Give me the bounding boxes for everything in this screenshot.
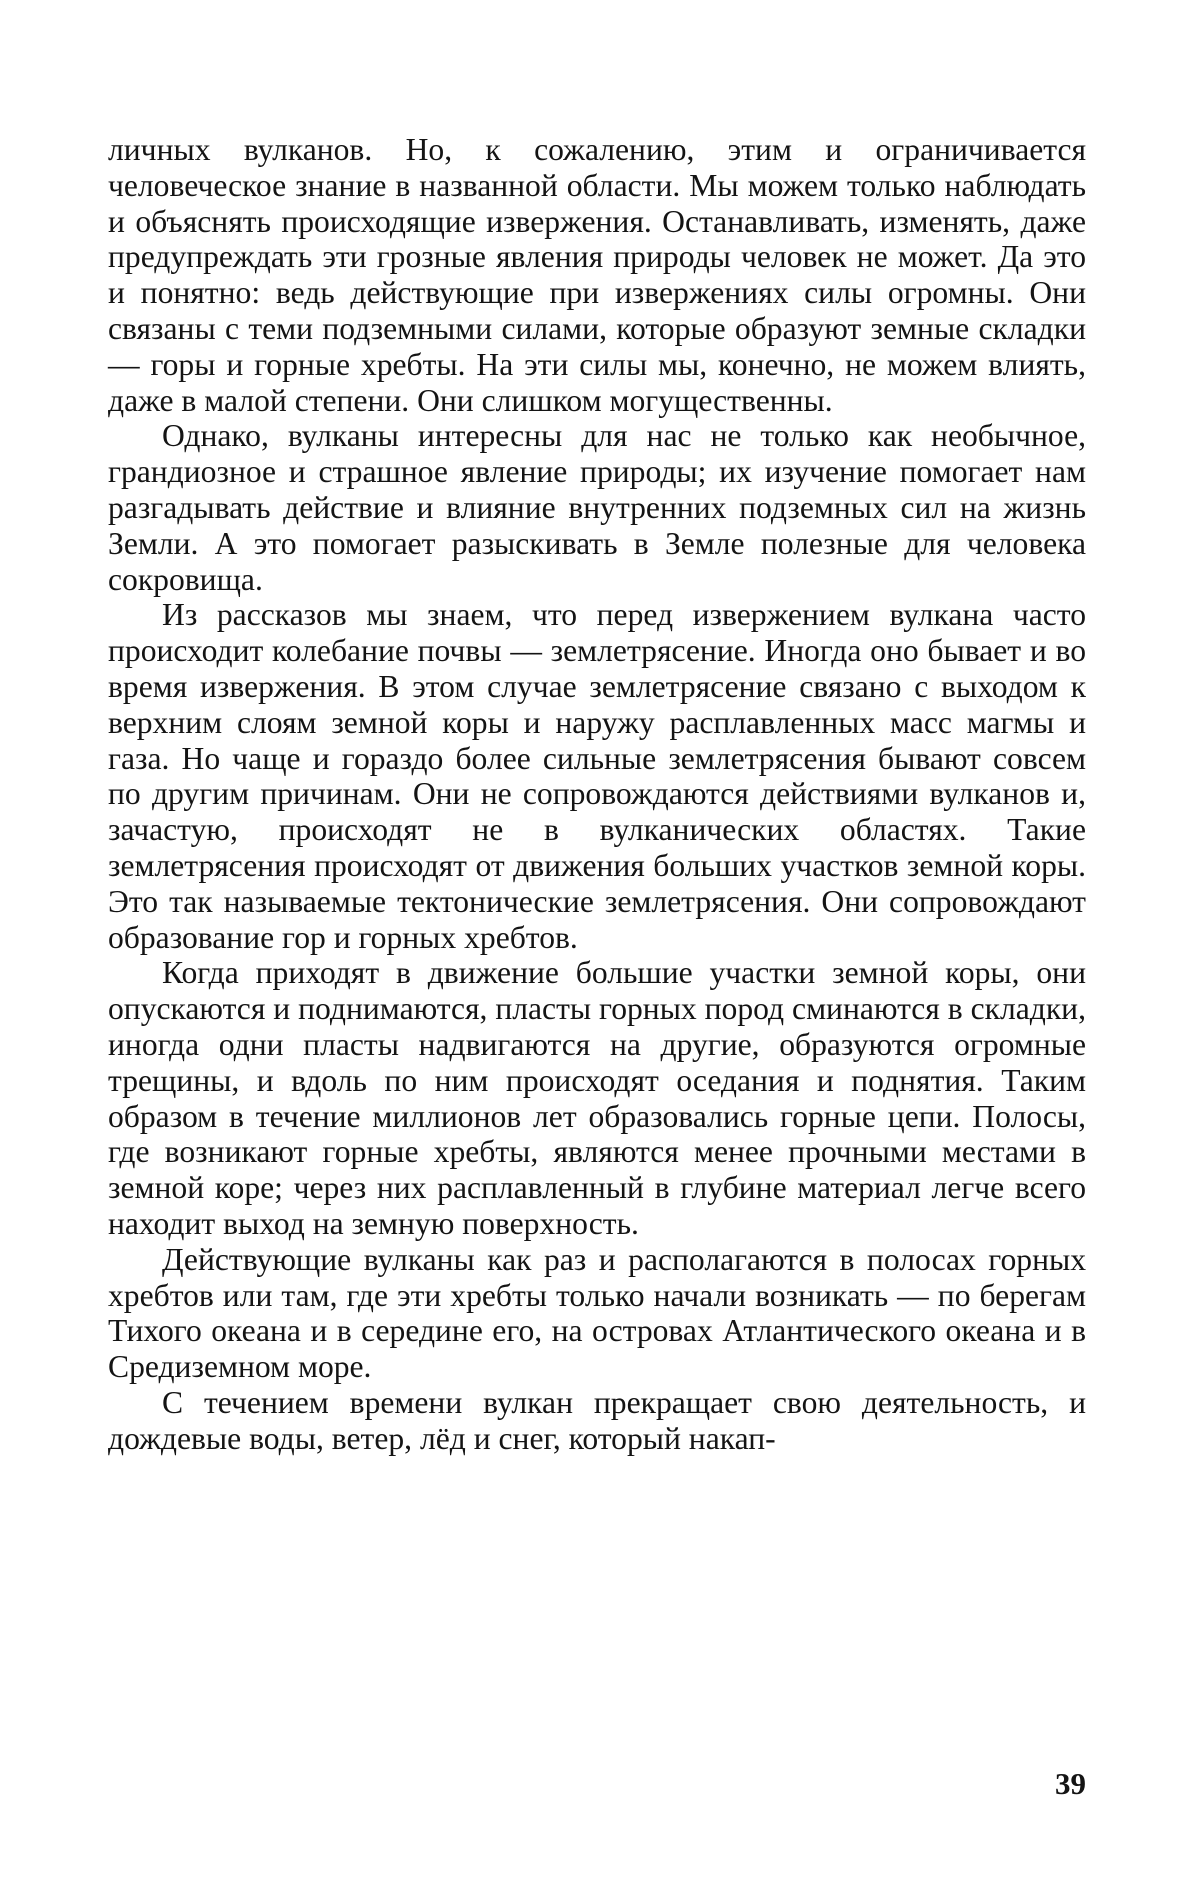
- paragraph-2: Однако, вулканы интересны для нас не только как необычное, грандиозное и страшное явление природы; их изучение помогает нам разгадывать действие и влияние внутренних подземных сил на жизнь Земли. А это помогает разыскивать в Земле полезные для человека сокровища.: [108, 418, 1086, 597]
- page-number: 39: [1055, 1766, 1086, 1801]
- page-body: [108, 132, 1086, 1752]
- paragraph-6: С течением времени вулкан прекращает свою деятельность, и дождевые воды, ветер, лёд и снег, который накап-: [108, 1384, 1086, 1456]
- paragraph-1: личных вулканов. Но, к сожалению, этим и ограничивается человеческое знание в названной области. Мы можем только наблюдать и объяснять происходящие извержения. Останавливать, изменять, даже предупреждать эти грозные явления природы человек не может. Да это и понятно: ведь действующие при извержениях силы огромны. Они связаны с теми подземными силами, которые образуют земные складки — горы и горные хребты. На эти силы мы, конечно, не можем влиять, даже в малой степени. Они слишком могущественны.: [108, 132, 1086, 418]
- paragraph-4: Когда приходят в движение большие участки земной коры, они опускаются и поднимаются, пласты горных пород сминаются в складки, иногда одни пласты надвигаются на другие, образуются огромные трещины, и вдоль по ним происходят оседания и поднятия. Таким образом в течение миллионов лет образовались горные цепи. Полосы, где возникают горные хребты, являются менее прочными местами в земной коре; через них расплавленный в глубине материал легче всего находит выход на земную поверхность.: [108, 955, 1086, 1241]
- paragraph-5: Действующие вулканы как раз и располагаются в полосах горных хребтов или там, где эти хребты только начали возникать — по берегам Тихого океана и в середине его, на островах Атлантического океана и в Средиземном море.: [108, 1241, 1086, 1385]
- paragraph-3: Из рассказов мы знаем, что перед извержением вулкана часто происходит колебание почвы — землетрясение. Иногда оно бывает и во время извержения. В этом случае землетрясение связано с выходом к верхним слоям земной коры и наружу расплавленных масс магмы и газа. Но чаще и гораздо более сильные землетрясения бывают совсем по другим причинам. Они не сопровождаются действиями вулканов и, зачастую, происходят не в вулканических областях. Такие землетрясения происходят от движения больших участков земной коры. Это так называемые тектонические землетрясения. Они сопровождают образование гор и горных хребтов.: [108, 597, 1086, 955]
